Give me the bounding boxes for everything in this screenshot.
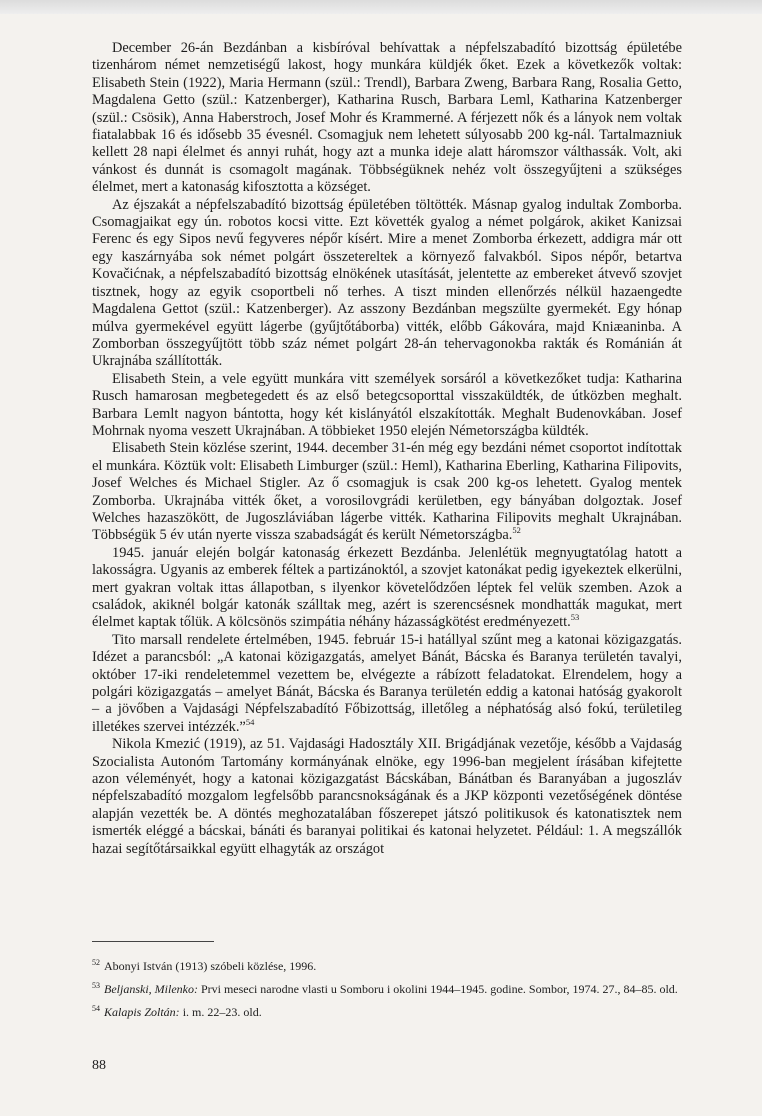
footnote-ref-52: 52 <box>512 525 521 536</box>
footnote-number: 52 <box>92 958 100 967</box>
paragraph: Elisabeth Stein, a vele együtt munkára vitt személyek sorsáról a következőket tudja: Katharina Rusch hamarosan megbetegedett és az első betegcsoporttal visszaküldték, de útközben meghalt. Barbara Lemlt nagyon bántotta, hogy két kislányától elszakították. Meghalt Budenovkában. Josef Mohrnak nyoma veszett Ukrajnában. A többieket 1950 elején Németországba küldték. <box>92 370 682 439</box>
footnote-separator <box>92 941 214 942</box>
paragraph: Nikola Kmezić (1919), az 51. Vajdasági Hadosztály XII. Brigádjának vezetője, később a Vajdaság Szocialista Autonóm Tartomány kormányának elnöke, egy 1996-ban megjelent írásában kifejtette azon véleményét, hogy a katonai közigazgatást Bácskában, Bánátban és Baranyában a jugoszláv népfelszabadító mozgalom legfelsőbb parancsnokságának és a JKP központi vezetőségének döntése alapján vezették be. A döntés meghozatalában főszerepet játszó politikusok és katonatisztek nem ismerték eléggé a bácskai, bánáti és baranyai politikai és katonai helyzetet. Például: 1. A megszállók hazai segítőtársaikkal együtt elhagyták az országot <box>92 736 682 857</box>
paragraph: 1945. január elején bolgár katonaság érkezett Bezdánba. Jelenlétük megnyugtatólag hatott a lakosságra. Ugyanis az emberek féltek a partizánoktól, a szovjet katonákat pedig igyekeztek elkerülni, mert gyakran voltak ittas állapotban, s ilyenkor követelődzően léptek fel velük szemben. Azok a családok, akiknél bolgár katonák szálltak meg, azért is szerencsésnek mondhatták magukat, mert élelmet kaptak tőlük. A kölcsönös szimpátia néhány házasságkötést eredményezett.$^{53}$ <box>92 544 682 631</box>
footnote-text: Abonyi István (1913) szóbeli közlése, 1996. <box>104 959 317 973</box>
footnotes <box>92 955 682 1024</box>
paragraph: December 26-án Bezdánban a kisbíróval behívattak a népfelszabadító bizottság épületébe tizenhárom német nemzetiségű lakost, hogy munkára küldjék őket. Ezek a következők voltak: Elisabeth Stein (1922), Maria Hermann (szül.: Trendl), Barbara Zweng, Barbara Rang, Rosalia Getto, Magdalena Getto (szül.: Katzenberger), Katharina Rusch, Barbara Leml, Katharina Katzenberger (szül.: Csösik), Anna Haberstroch, Josef Mohr és Krammerné. A férjezett nők és a lányok nem voltak fiatalabbak 16 és idősebb 35 évesnél. Csomagjuk nem lehetett súlyosabb 200 kg-nál. Tartalmazniuk kellett 28 napi élelmet és annyi ruhát, hogy azt a munka ideje alatt háromszor válthassák. Volt, aki vánkost és dunnát is csomagolt magának. Többségüknek nehéz volt összegyűjteni a szükséges élelmet, mert a katonaság kifosztotta a községet. <box>92 40 682 196</box>
paragraph: Tito marsall rendelete értelmében, 1945. február 15-i hatállyal szűnt meg a katonai közigazgatás. Idézet a parancsból: „A katonai közigazgatás, amelyet Bánát, Bácska és Baranya területén tavalyi, október 17-iki rendeletemmel vezettem be, elvégezte a rábízott feladatokat. Elrendelem, hogy a polgári közigazgatás – amelyet Bánát, Bácska és Baranya területén eddig a katonai hatóság gyakorolt – a jövőben a Vajdasági Népfelszabadító Főbizottság, illetőleg a néphatóság alsó fokú, területileg illetékes szervei intézzék.”$^{54}$ <box>92 631 682 735</box>
footnote-author: Kalapis Zoltán: <box>104 1005 180 1019</box>
paragraph: Elisabeth Stein közlése szerint, 1944. december 31-én még egy bezdáni német csoportot indítottak el munkára. Köztük volt: Elisabeth Limburger (szül.: Heml), Katharina Eberling, Katharina Filipovits, Josef Welches és Michael Stigler. Az ő csomagjuk is csak 200 kg-os lehetett. Gyalog mentek Zomborba. Ukrajnába vitték őket, a vorosilovgrádi kerületben, egy bányában dolgoztak. Josef Welches hazaszökött, de Jugoszláviában lágerbe vitték. Katharina Filipovits meghalt Ukrajnában. Többségük 5 év után nyerte vissza szabadságát és került Németországba.$^{52}$ <box>92 440 682 544</box>
footnote-author: Beljanski, Milenko: <box>104 982 198 996</box>
body-text <box>92 40 682 858</box>
footnote-54 <box>92 1001 682 1020</box>
footnote-ref-53: 53 <box>570 612 580 623</box>
page-number: 88 <box>92 1058 106 1073</box>
footnote-number: 53 <box>92 981 100 990</box>
footnote-number: 54 <box>92 1004 100 1013</box>
footnote-52 <box>92 955 682 974</box>
footnote-ref-54: 54 <box>245 717 255 728</box>
footnote-53 <box>92 978 682 997</box>
footnote-text: Prvi meseci narodne vlasti u Somboru i okolini 1944–1945. godine. Sombor, 1974. 27., 84–85. old. <box>197 982 678 996</box>
footnote-text: i. m. 22–23. old. <box>179 1005 262 1019</box>
paragraph: Az éjszakát a népfelszabadító bizottság épületében töltötték. Másnap gyalog indultak Zomborba. Csomagjaikat egy ún. robotos kocsi vitte. Ezt követték gyalog a német polgárok, akiket Kanizsai Ferenc és egy Sipos nevű fegyveres népőr kísért. Mire a menet Zomborba érkezett, addigra már ott egy kaszárnyába sok német polgárt összetereltek a környező falvakból. Sipos népőr, betartva Kovačićnak, a népfelszabadító bizottság elnökének utasítását, jelentette az embereket átvevő szovjet tisztnek, hogy az egyik csoportbeli nő terhes. A tiszt minden ellenőrzés nélkül hazaengedte Magdalena Gettot (szül.: Katzenberger). Az asszony Bezdánban megszülte gyermekét. Egy hónap múlva gyermekével együtt lágerbe (gyűjtőtáborba) vitték, előbb Gákovára, majd Kniæaninba. A Zomborban összegyűjtött több száz német polgárt 28-án tehervagonokba rakták és Románián át Ukrajnába szállították. <box>92 196 682 370</box>
